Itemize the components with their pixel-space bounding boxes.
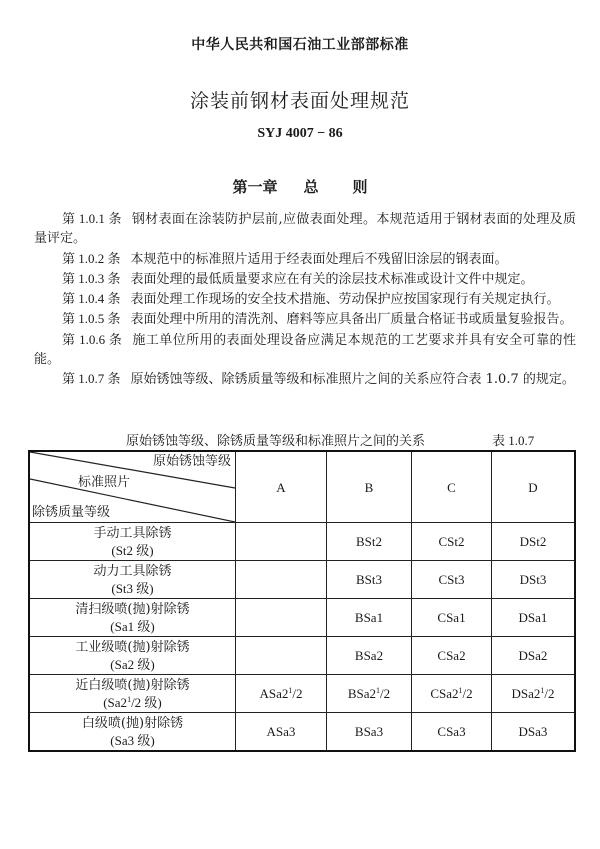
table-cell: CSt2 [412,523,492,561]
rust-grade-table [28,450,576,752]
column-header-d: D [492,451,576,523]
table-caption-text: 原始锈蚀等级、除锈质量等级和标准照片之间的关系 [126,434,426,449]
cell-superscript: 1 [458,686,463,695]
clause-number: 第 1.0.5 条 [62,311,121,327]
grade-suffix: /2 级) [131,694,162,710]
cell-prefix: DSa2 [511,686,541,701]
grade-prefix: (Sa2 [103,694,128,710]
corner-label-standard-photo: 标准照片 [78,475,131,490]
table-cell [327,675,412,713]
clause-text: 表面处理的最低质量要求应在有关的涂层技术标准或设计文件中规定。 [130,271,534,287]
column-header-a: A [236,451,327,523]
cell-suffix: /2 [380,686,391,701]
table-cell [412,675,492,713]
row-label [29,713,236,752]
table-cell: CSt3 [412,561,492,599]
table-cell: CSa2 [412,637,492,675]
table-row-sa2 [29,637,575,675]
document-title: 涂装前钢材表面处理规范 [189,90,410,112]
table-row-st3 [29,561,575,599]
chapter-title-part1: 总 [303,178,319,196]
cell-suffix: /2 [544,686,555,701]
clause-number: 第 1.0.3 条 [62,270,121,286]
table-cell: DSt2 [492,523,576,561]
table-row-sa2-half [29,675,575,713]
table-cell: ASa3 [236,713,327,752]
table-header-row [29,451,575,523]
row-name: 手动工具除锈 [93,525,172,541]
row-grade: (St2 级) [111,542,154,558]
clause-text: 表面处理中所用的清洗剂、磨料等应具备出厂质量合格证书或质量复验报告。 [130,312,573,328]
chapter-number: 第一章 [232,178,278,196]
clause-number: 第 1.0.2 条 [62,250,121,266]
row-label [29,675,236,713]
cell-prefix: BSa2 [347,686,377,701]
table-cell [236,637,327,675]
row-grade [30,694,235,711]
table-cell [236,599,327,637]
cell-suffix: /2 [292,686,303,701]
cell-prefix: ASa2 [259,686,289,701]
clause-list [34,209,576,390]
row-label [29,561,236,599]
table-cell [236,675,327,713]
table-cell: CSa1 [412,599,492,637]
row-label [29,599,236,637]
table-cell: DSa3 [492,713,576,752]
clause-1-0-3 [34,269,576,289]
row-grade: (Sa3 级) [110,732,155,748]
row-grade: (Sa1 级) [110,618,155,634]
row-name: 白级喷(抛)射除锈 [81,715,184,731]
row-label [29,637,236,675]
clause-1-0-7 [34,369,576,389]
table-cell [236,523,327,561]
clause-1-0-5 [34,309,576,329]
clause-1-0-6 [34,330,576,370]
clause-text: 施工单位所用的表面处理设备应满足本规范的工艺要求并具有安全可靠的性能。 [34,332,576,368]
table-row-st2 [29,523,575,561]
table-row-sa3 [29,713,575,752]
table-cell: BSt2 [327,523,412,561]
clause-text: 表面处理工作现场的安全技术措施、劳动保护应按国家现行有关规定执行。 [130,292,560,308]
column-header-b: B [327,451,412,523]
cell-superscript: 1 [288,686,293,695]
table-cell: BSa1 [327,599,412,637]
corner-label-original-rust-grade: 原始锈蚀等级 [152,454,231,469]
table-cell [236,561,327,599]
table-number: 表 1.0.7 [492,433,535,448]
clause-number: 第 1.0.1 条 [62,211,122,226]
row-name: 清扫级喷(抛)射除锈 [75,601,190,617]
table-cell: DSa1 [492,599,576,637]
table-cell: BSa2 [327,637,412,675]
table-caption [126,430,576,449]
clause-number: 第 1.0.4 条 [62,291,121,307]
row-label [29,523,236,561]
clause-text: 原始锈蚀等级、除锈质量等级和标准照片之间的关系应符合表 1.0.7 的规定。 [130,372,575,388]
chapter-heading [0,176,600,197]
cell-superscript: 1 [540,686,545,695]
clause-number: 第 1.0.7 条 [62,371,121,387]
table-cell: BSt3 [327,561,412,599]
diagonal-corner-header [29,451,236,523]
column-header-c: C [412,451,492,523]
clause-1-0-1 [34,209,576,249]
chapter-title-part2: 则 [352,178,368,196]
cell-suffix: /2 [462,686,473,701]
clause-text: 本规范中的标准照片适用于经表面处理后不残留旧涂层的钢表面。 [130,251,508,267]
corner-label-derusting-grade: 除锈质量等级 [32,505,111,520]
table-cell: DSa2 [492,637,576,675]
clause-number: 第 1.0.6 条 [62,331,123,347]
clause-1-0-4 [34,289,576,309]
row-name: 近白级喷(抛)射除锈 [75,677,190,693]
clause-1-0-2 [34,249,576,269]
table-cell: DSt3 [492,561,576,599]
clause-text: 钢材表面在涂装防护层前,应做表面处理。本规范适用于钢材表面的处理及质量评定。 [34,212,576,247]
cell-superscript: 1 [376,686,381,695]
grade-superscript: 1 [127,694,132,704]
row-name: 工业级喷(抛)射除锈 [75,639,190,655]
table-cell: BSa3 [327,713,412,752]
table-row-sa1 [29,599,575,637]
standard-code: SYJ 4007 − 86 [257,126,343,141]
row-grade: (Sa2 级) [110,656,155,672]
table-cell: CSa3 [412,713,492,752]
row-grade: (St3 级) [111,580,154,596]
issuer-heading: 中华人民共和国石油工业部部标准 [191,37,409,53]
cell-prefix: CSa2 [430,686,459,701]
table-cell [492,675,576,713]
row-name: 动力工具除锈 [93,563,172,579]
